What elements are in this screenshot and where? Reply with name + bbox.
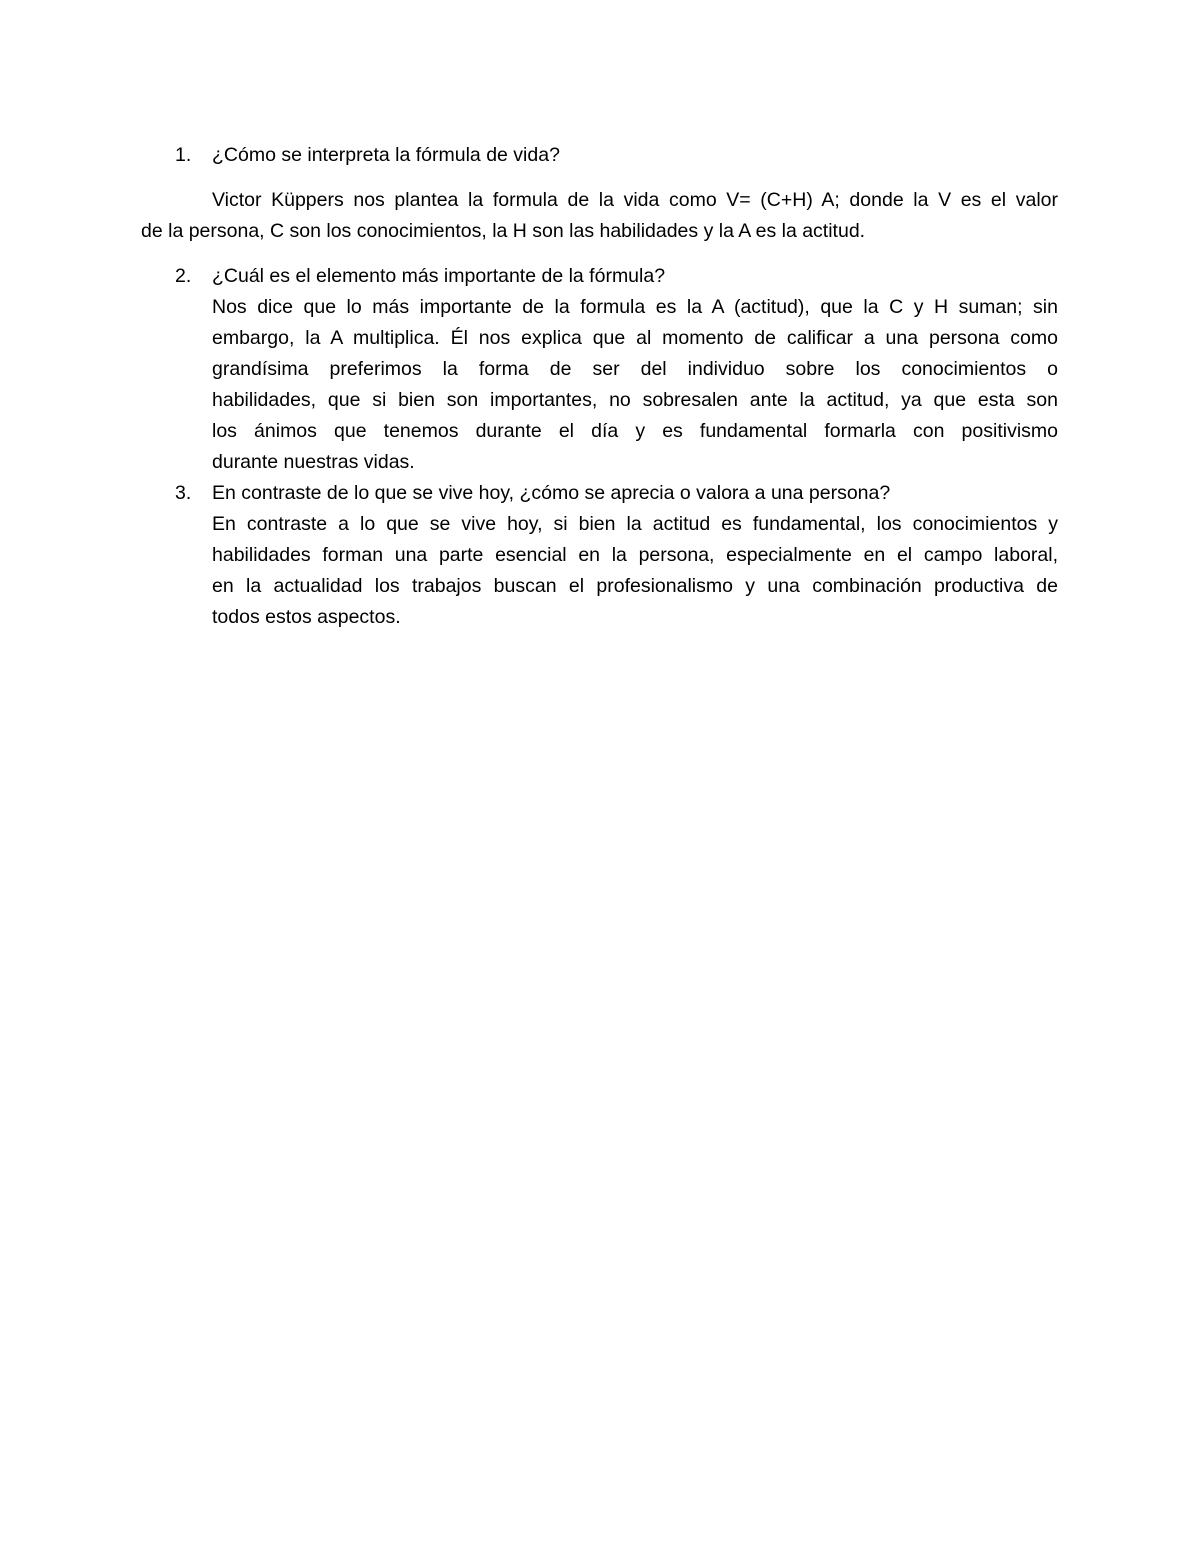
answer-line: habilidades forman una parte esencial en la persona, especialmente en el campo laboral, <box>212 544 1058 566</box>
document-body <box>141 140 1058 633</box>
answer-line: Victor Küppers nos plantea la formula de la vida como V= (C+H) A; donde la V es el valor <box>212 189 1058 211</box>
list-item-3 <box>141 478 1058 633</box>
answer-line: habilidades, que si bien son importantes, no sobresalen ante la actitud, ya que esta son <box>212 389 1058 411</box>
answer-line: en la actualidad los trabajos buscan el profesionalismo y una combinación productiva de <box>212 575 1058 597</box>
answer-line: los ánimos que tenemos durante el día y es fundamental formarla con positivismo <box>212 420 1058 442</box>
list-number: 2. <box>175 265 192 287</box>
answer-line: todos estos aspectos. <box>212 606 401 628</box>
answer-line: En contraste a lo que se vive hoy, si bien la actitud es fundamental, los conocimientos y <box>212 513 1058 535</box>
list-number: 1. <box>175 144 192 166</box>
list-item-2 <box>141 261 1058 478</box>
list-item-1 <box>141 140 1058 171</box>
answer-line: grandísima preferimos la forma de ser del individuo sobre los conocimientos o <box>212 358 1058 380</box>
answer-paragraph-1 <box>141 185 1058 247</box>
answer-line: embargo, la A multiplica. Él nos explica que al momento de calificar a una persona como <box>212 327 1058 349</box>
answer-line: Nos dice que lo más importante de la formula es la A (actitud), que la C y H suman; sin <box>212 296 1058 318</box>
answer-line: durante nuestras vidas. <box>212 451 415 473</box>
question-text: ¿Cuál es el elemento más importante de la fórmula? <box>212 265 666 287</box>
list-number: 3. <box>175 482 192 504</box>
question-text: En contraste de lo que se vive hoy, ¿cómo se aprecia o valora a una persona? <box>212 482 891 504</box>
answer-line: de la persona, C son los conocimientos, la H son las habilidades y la A es la actitud. <box>141 220 866 242</box>
question-text: ¿Cómo se interpreta la fórmula de vida? <box>212 144 560 166</box>
